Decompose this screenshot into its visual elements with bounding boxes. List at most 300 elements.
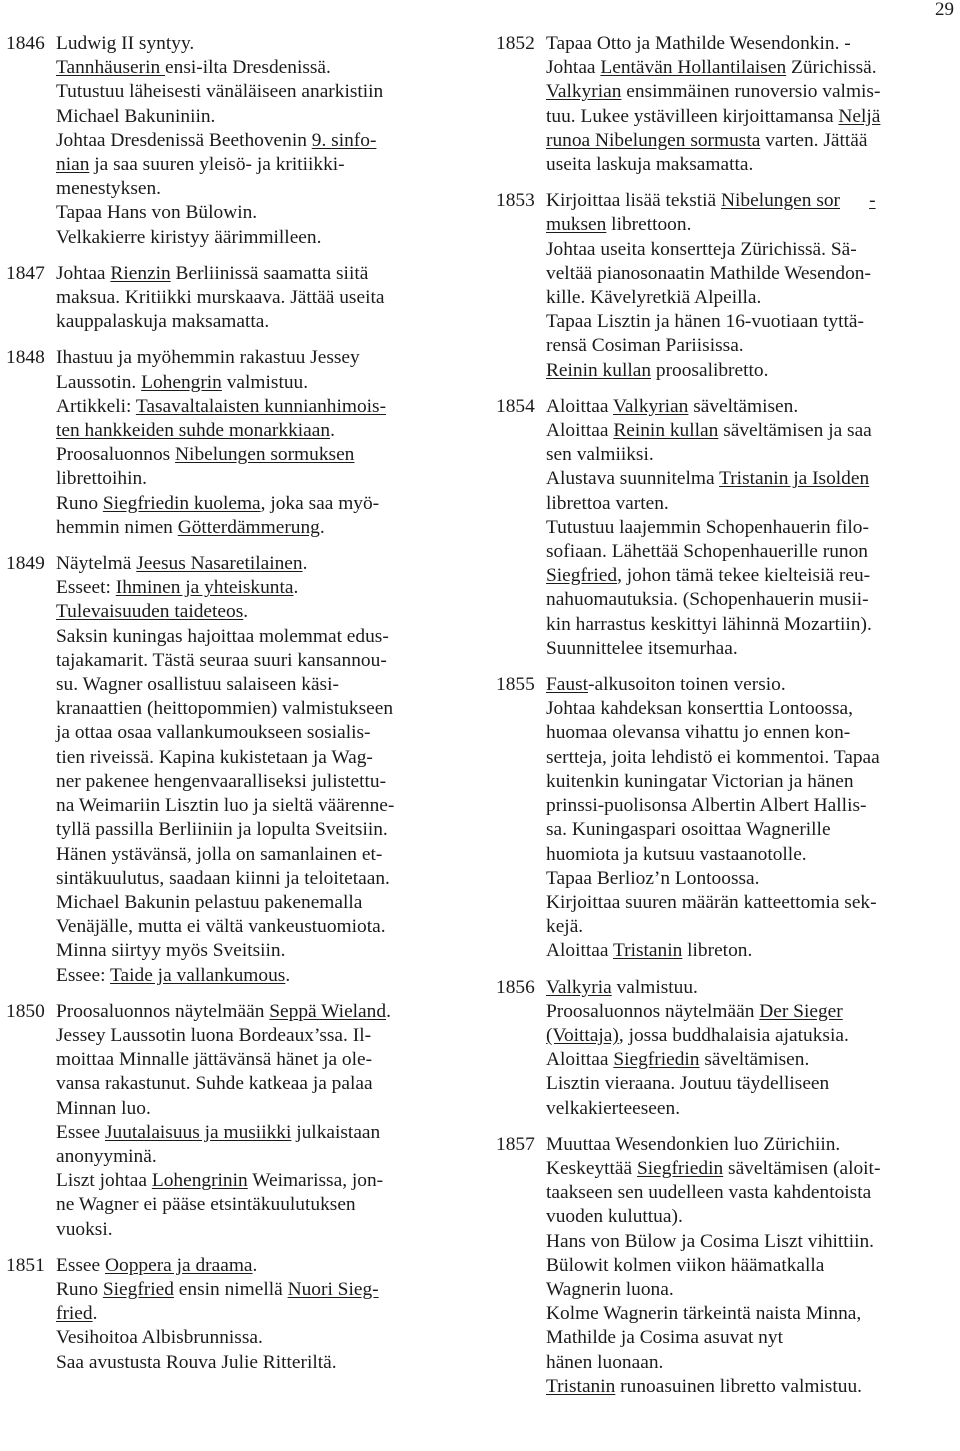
text-segment: sofiaan. Lähettää Schopenhauerille runon: [546, 541, 868, 563]
text-segment: Aloittaa: [546, 940, 613, 962]
text-line: [546, 153, 952, 177]
text-line: [546, 673, 952, 697]
text-segment: su. Wagner osallistuu salaiseen käsi-: [56, 674, 339, 696]
work-title: Taide ja vallankumous: [110, 964, 286, 986]
text-line: [56, 867, 452, 891]
text-line: [56, 1072, 452, 1096]
work-title: Nibelungen sor: [721, 190, 841, 212]
text-segment: ensi-ilta Dresdenissä.: [165, 57, 331, 79]
text-segment: Tutustuu laajemmin Schopenhauerin filo-: [546, 516, 869, 538]
text-line: [56, 56, 452, 80]
text-line: [546, 891, 952, 915]
text-line: [56, 794, 452, 818]
work-title: Tulevaisuuden taideteos: [56, 601, 244, 623]
timeline-entry: [6, 552, 452, 988]
text-line: [546, 746, 952, 770]
text-segment: tyllä passilla Berliiniin ja lopulta Sveitsiin.: [56, 819, 388, 841]
text-segment: kejä.: [546, 916, 584, 938]
text-segment: moittaa Minnalle jättävänsä hänet ja ole-: [56, 1049, 373, 1071]
text-segment: Aloittaa: [546, 420, 614, 442]
text-line: [546, 1351, 952, 1375]
text-line: [56, 286, 452, 310]
timeline-entry: [6, 32, 452, 250]
text-segment: na Weimariin Lisztin luo ja sieltä väärenne-: [56, 795, 395, 817]
text-segment: Alustava suunnitelma: [546, 468, 720, 490]
entry-year: 1850: [6, 1000, 45, 1022]
text-segment: Proosaluonnos: [56, 444, 176, 466]
text-line: [56, 818, 452, 842]
text-segment: Ihastuu ja myöhemmin rakastuu Jessey: [56, 347, 360, 369]
text-line: [56, 467, 452, 491]
text-segment: maksua. Kritiikki murskaava. Jättää useita: [56, 287, 385, 309]
column-left: [6, 32, 452, 1375]
work-title: Nuori Sieg-: [287, 1278, 379, 1300]
timeline-entry: [6, 262, 452, 335]
text-segment: hänen luonaan.: [546, 1351, 664, 1373]
text-segment: tien riveissä. Kapina kukistetaan ja Wag-: [56, 746, 373, 768]
text-segment: veltää pianosonaatin Mathilde Wesendon-: [546, 262, 871, 284]
text-segment: ja ottaa osaa vallankumoukseen sosialis-: [56, 722, 371, 744]
work-title: nian: [56, 154, 90, 176]
text-segment: kauppalaskuja maksamatta.: [56, 311, 270, 333]
work-title: Juutalaisuus ja musiikki: [105, 1121, 292, 1143]
text-line: [56, 1218, 452, 1242]
work-title: Siegfriedin: [637, 1157, 724, 1179]
entry-text: [546, 673, 952, 963]
text-line: [56, 419, 452, 443]
entry-year: 1851: [6, 1254, 45, 1276]
work-title: Tannhäuserin: [56, 57, 166, 79]
work-title: muksen: [546, 214, 607, 236]
text-line: [546, 915, 952, 939]
text-segment: velkakierteeseen.: [546, 1097, 681, 1119]
text-segment: säveltämisen.: [688, 395, 799, 417]
text-segment: -alkusoiton toinen versio.: [588, 674, 786, 696]
text-segment: ner pakenee hengenvaaralliseksi julistettu-: [56, 770, 387, 792]
text-segment: Minna siirtyy myös Sveitsiin.: [56, 940, 286, 962]
text-line: [546, 1375, 952, 1399]
text-line: [56, 32, 452, 56]
text-segment: sa. Kuningaspari osoittaa Wagnerille: [546, 819, 831, 841]
work-title: Lohengrinin: [151, 1170, 248, 1192]
text-segment: proosalibretto.: [651, 359, 769, 381]
work-title: Lohengrin: [141, 371, 222, 393]
text-segment: , johon tämä tekee kielteisiä reu-: [617, 565, 871, 587]
text-segment: .: [302, 553, 308, 575]
work-title: Tasavaltalaisten kunnianhimois-: [135, 395, 387, 417]
text-line: [546, 105, 952, 129]
text-segment: Muuttaa Wesendonkien luo Zürichiin.: [546, 1133, 841, 1155]
text-segment: Velkakierre kiristyy äärimmilleen.: [56, 226, 322, 248]
text-line: [546, 794, 952, 818]
text-segment: Runo: [56, 492, 103, 514]
timeline-entry: [6, 346, 452, 540]
text-line: [546, 129, 952, 153]
text-line: [546, 564, 952, 588]
entry-year: 1846: [6, 33, 45, 54]
text-line: [546, 540, 952, 564]
text-line: [56, 770, 452, 794]
text-line: [546, 588, 952, 612]
text-line: [546, 1181, 952, 1205]
text-segment: Tapaa Berlioz’n Lontoossa.: [546, 867, 760, 889]
text-line: [546, 1072, 952, 1096]
entry-year: 1853: [496, 190, 535, 212]
text-segment: libreton.: [682, 940, 753, 962]
column-right: [496, 32, 952, 1399]
text-segment: Zürichissä.: [786, 57, 877, 79]
text-line: [546, 1278, 952, 1302]
text-segment: Näytelmä: [56, 553, 137, 575]
text-segment: Saksin kuningas hajoittaa molemmat edus-: [56, 625, 389, 647]
entry-year: 1852: [496, 33, 535, 54]
work-title: Valkyria: [546, 976, 612, 998]
text-segment: librettoa varten.: [546, 492, 669, 514]
text-line: [56, 1000, 452, 1024]
timeline-entry: [496, 189, 952, 383]
text-line: [546, 80, 952, 104]
text-line: [546, 213, 952, 237]
text-segment: vansa rakastunut. Suhde katkeaa ja palaa: [56, 1073, 373, 1095]
work-title: fried: [56, 1303, 93, 1325]
text-segment: varten. Jättää: [760, 129, 868, 151]
text-segment: tuu. Lukee ystävilleen kirjoittamansa: [546, 105, 839, 127]
text-segment: säveltämisen (aloit-: [723, 1157, 881, 1179]
text-segment: valmistuu.: [611, 976, 698, 998]
text-segment: Proosaluonnos näytelmään: [56, 1000, 270, 1022]
text-line: [546, 867, 952, 891]
text-line: [546, 697, 952, 721]
text-line: [56, 177, 452, 201]
text-segment: librettoon.: [606, 214, 692, 236]
text-segment: sintäkuulutus, saadaan kiinni ja teloitetaan.: [56, 867, 390, 889]
text-line: [56, 939, 452, 963]
text-line: [546, 334, 952, 358]
text-segment: kin harrastus keskittyi lähinnä Mozartiin).: [546, 613, 872, 635]
text-segment: valmistuu.: [221, 371, 309, 393]
entry-text: [546, 1133, 952, 1399]
text-line: [546, 359, 952, 383]
text-segment: Tapaa Lisztin ja hänen 16-vuotiaan tyttä-: [546, 311, 864, 333]
entry-text: [546, 32, 952, 177]
text-line: [56, 1048, 452, 1072]
text-segment: Vesihoitoa Albisbrunnissa.: [56, 1327, 263, 1349]
work-title: Seppä Wieland: [269, 1000, 387, 1022]
entry-year: 1848: [6, 347, 45, 369]
text-segment: Johtaa: [56, 262, 111, 284]
text-line: [56, 1351, 452, 1375]
text-segment: vuoden kuluttua).: [546, 1206, 683, 1228]
text-segment: Liszt johtaa: [56, 1170, 152, 1192]
work-title: Tristanin: [546, 1375, 616, 1397]
timeline-entry: [496, 1133, 952, 1399]
text-segment: Tutustuu läheisesti vänäläiseen anarkistiin: [56, 81, 384, 103]
text-line: [546, 939, 952, 963]
work-title: Ooppera ja draama: [105, 1254, 253, 1276]
text-line: [546, 395, 952, 419]
timeline-entry: [496, 32, 952, 177]
text-line: [546, 56, 952, 80]
text-segment: Hans von Bülow ja Cosima Liszt vihittiin.: [546, 1230, 875, 1252]
text-segment: Keskeyttää: [546, 1157, 637, 1179]
text-segment: Essee: [56, 1121, 105, 1143]
text-segment: Essee: [56, 1254, 105, 1276]
text-line: [546, 976, 952, 1000]
work-title: Nibelungen sormuksen: [175, 444, 355, 466]
entry-text: [56, 1000, 452, 1242]
entry-text: [56, 262, 452, 335]
text-segment: rensä Cosiman Pariisissa.: [546, 335, 744, 357]
entry-text: [56, 552, 452, 988]
timeline-entry: [496, 673, 952, 963]
text-line: [546, 1000, 952, 1024]
text-line: [56, 576, 452, 600]
text-segment: Mathilde ja Cosima asuvat nyt: [546, 1327, 783, 1349]
text-line: [546, 818, 952, 842]
text-segment: Johtaa kahdeksan konserttia Lontoossa,: [546, 698, 853, 720]
text-line: [546, 770, 952, 794]
work-title: (Voittaja): [546, 1024, 619, 1046]
text-line: [546, 443, 952, 467]
text-segment: Berliinissä saamatta siitä: [170, 262, 369, 284]
text-segment: kuitenkin kuningatar Victorian ja hänen: [546, 770, 854, 792]
text-segment: Tapaa Otto ja Mathilde Wesendonkin. -: [546, 33, 851, 54]
text-segment: kille. Kävelyretkiä Alpeilla.: [546, 287, 762, 309]
text-segment: Suunnittelee itsemurhaa.: [546, 637, 738, 659]
text-segment: Jessey Laussotin luona Bordeaux’ssa. Il-: [56, 1024, 372, 1046]
work-title: Siegfried: [546, 565, 618, 587]
text-segment: .: [386, 1000, 391, 1022]
text-segment: .: [330, 420, 335, 442]
text-segment: Aloittaa: [546, 395, 613, 417]
text-line: [546, 1230, 952, 1254]
text-line: [56, 129, 452, 153]
text-line: [546, 467, 952, 491]
text-segment: kranaattien (heittopommien) valmistukseen: [56, 698, 394, 720]
work-title: runoa Nibelungen sormusta: [546, 129, 761, 151]
text-line: [546, 262, 952, 286]
text-line: [546, 419, 952, 443]
entry-year: 1855: [496, 674, 535, 696]
text-line: [546, 1205, 952, 1229]
text-segment: Johtaa Dresdenissä Beethovenin: [56, 129, 312, 151]
entry-text: [56, 32, 452, 250]
text-segment: .: [293, 577, 299, 599]
work-title: ten hankkeiden suhde monarkkiaan: [56, 420, 331, 442]
text-line: [56, 697, 452, 721]
text-line: [56, 516, 452, 540]
text-line: [56, 843, 452, 867]
text-line: [546, 286, 952, 310]
text-segment: Michael Bakunin pelastuu pakenemalla: [56, 891, 363, 913]
text-segment: Laussotin.: [56, 371, 142, 393]
text-segment: ja saa suuren yleisö- ja kritiikki-: [89, 154, 345, 176]
text-line: [546, 238, 952, 262]
work-title: Reinin kullan: [546, 359, 652, 381]
text-line: [56, 395, 452, 419]
text-line: [56, 1024, 452, 1048]
work-title: Siegfried: [102, 1278, 174, 1300]
entry-text: [546, 395, 952, 661]
text-line: [56, 310, 452, 334]
text-segment: nahuomautuksia. (Schopenhauerin musii-: [546, 589, 869, 611]
work-title: Valkyrian: [546, 81, 622, 103]
text-line: [56, 673, 452, 697]
text-line: [56, 105, 452, 129]
text-line: [56, 1254, 452, 1278]
text-line: [546, 721, 952, 745]
text-segment: sertteja, joita lehdistö ei kommentoi. Tapaa: [546, 746, 880, 768]
work-title: Lentävän Hollantilaisen: [600, 57, 787, 79]
text-line: [56, 1145, 452, 1169]
work-title: Siegfriedin: [613, 1049, 700, 1071]
work-title: Tristanin ja Isolden: [719, 468, 870, 490]
work-title: Valkyrian: [612, 395, 689, 417]
text-segment: Kirjoittaa lisää tekstiä: [546, 190, 721, 212]
text-segment: Hänen ystävänsä, jolla on samanlainen et-: [56, 843, 383, 865]
text-segment: .: [285, 964, 291, 986]
text-segment: huomaa olevansa vihattu jo ennen kon-: [546, 722, 851, 744]
text-line: [546, 1024, 952, 1048]
text-segment: Lisztin vieraana. Joutuu täydelliseen: [546, 1073, 830, 1095]
text-line: [546, 637, 952, 661]
text-segment: Venäjälle, mutta ei vältä vankeustuomiota.: [56, 916, 386, 938]
text-line: [56, 346, 452, 370]
entry-year: 1856: [496, 976, 535, 998]
text-line: [546, 1254, 952, 1278]
work-title: 9. sinfo-: [311, 129, 377, 151]
text-line: [546, 1133, 952, 1157]
timeline-entry: [496, 976, 952, 1121]
text-line: [56, 1302, 452, 1326]
timeline-entry: [496, 395, 952, 661]
text-line: [56, 625, 452, 649]
text-line: [56, 492, 452, 516]
text-line: [56, 1169, 452, 1193]
text-line: [56, 1097, 452, 1121]
text-segment: [840, 190, 869, 211]
entry-text: [56, 1254, 452, 1375]
text-segment: Proosaluonnos näytelmään: [546, 1000, 760, 1022]
text-segment: säveltämisen.: [699, 1049, 810, 1071]
text-segment: runoasuinen libretto valmistuu.: [615, 1375, 862, 1397]
text-segment: Weimarissa, jon-: [247, 1170, 384, 1192]
text-segment: , joka saa myö-: [260, 492, 380, 514]
text-line: [546, 32, 952, 56]
timeline-entry: [6, 1000, 452, 1242]
text-line: [546, 516, 952, 540]
text-segment: .: [243, 601, 249, 623]
text-line: [56, 443, 452, 467]
text-line: [56, 1121, 452, 1145]
text-segment: anonyyminä.: [56, 1145, 157, 1167]
text-line: [546, 1157, 952, 1181]
text-line: [56, 80, 452, 104]
text-line: [546, 1048, 952, 1072]
text-segment: Kolme Wagnerin tärkeintä naista Minna,: [546, 1303, 862, 1325]
text-segment: sen valmiiksi.: [546, 444, 654, 466]
work-title: Faust: [546, 674, 589, 696]
text-line: [56, 226, 452, 250]
text-segment: .: [92, 1303, 98, 1325]
text-segment: useita laskuja maksamatta.: [546, 154, 754, 176]
text-segment: Michael Bakuniniin.: [56, 105, 216, 127]
text-segment: , jossa buddhalaisia ajatuksia.: [618, 1024, 849, 1046]
work-title: Götterdämmerung: [177, 516, 320, 538]
work-title: Ihminen ja yhteiskunta: [115, 577, 294, 599]
work-title: -: [869, 190, 876, 212]
work-title: Reinin kullan: [613, 420, 719, 442]
entry-text: [546, 189, 952, 383]
text-line: [546, 492, 952, 516]
text-segment: Tapaa Hans von Bülowin.: [56, 202, 258, 224]
text-segment: menestyksen.: [56, 178, 162, 200]
text-segment: julkaistaan: [291, 1121, 381, 1143]
text-segment: Runo: [56, 1278, 103, 1300]
text-line: [546, 1326, 952, 1350]
text-line: [546, 189, 952, 213]
text-line: [546, 843, 952, 867]
work-title: Neljä: [838, 105, 881, 127]
text-line: [56, 600, 452, 624]
text-segment: Aloittaa: [546, 1049, 614, 1071]
text-segment: taakseen sen uudelleen vasta kahdentoista: [546, 1182, 872, 1204]
text-line: [56, 915, 452, 939]
text-segment: .: [252, 1254, 258, 1276]
text-segment: Artikkeli:: [56, 395, 136, 417]
work-title: Jeesus Nasaretilainen: [136, 553, 303, 575]
page-number: 29: [935, 0, 954, 20]
text-line: [546, 613, 952, 637]
text-segment: librettoihin.: [56, 468, 148, 490]
text-line: [56, 721, 452, 745]
text-segment: säveltämisen ja saa: [718, 420, 872, 442]
entry-year: 1847: [6, 262, 45, 284]
text-segment: vuoksi.: [56, 1218, 113, 1240]
text-segment: ensimmäinen runoversio valmis-: [621, 81, 881, 103]
text-segment: Wagnerin luona.: [546, 1278, 674, 1300]
text-segment: prinssi-puolisonsa Albertin Albert Hallis-: [546, 795, 867, 817]
text-line: [56, 262, 452, 286]
text-line: [56, 649, 452, 673]
text-line: [56, 964, 452, 988]
text-segment: Ludwig II syntyy.: [56, 33, 195, 54]
text-segment: ne Wagner ei pääse etsintäkuulutuksen: [56, 1194, 356, 1216]
entry-text: [56, 346, 452, 540]
text-segment: Saa avustusta Rouva Julie Ritteriltä.: [56, 1351, 337, 1373]
text-segment: Esseet:: [56, 577, 116, 599]
text-segment: Kirjoittaa suuren määrän katteettomia sek-: [546, 891, 877, 913]
work-title: Siegfriedin kuolema: [102, 492, 261, 514]
work-title: Tristanin: [612, 940, 683, 962]
text-line: [56, 1326, 452, 1350]
text-segment: Minnan luo.: [56, 1097, 151, 1119]
entry-text: [546, 976, 952, 1121]
text-segment: Johtaa: [546, 57, 601, 79]
text-segment: Johtaa useita konsertteja Zürichissä. Sä-: [546, 238, 857, 260]
text-line: [56, 891, 452, 915]
entry-year: 1857: [496, 1133, 535, 1155]
text-segment: Bülowit kolmen viikon häämatkalla: [546, 1254, 825, 1276]
text-segment: Essee:: [56, 964, 111, 986]
text-line: [56, 1193, 452, 1217]
work-title: Rienzin: [110, 262, 171, 284]
text-segment: ensin nimellä: [173, 1278, 288, 1300]
text-line: [56, 371, 452, 395]
text-segment: .: [319, 516, 325, 538]
entry-year: 1854: [496, 395, 535, 417]
text-segment: tajakamarit. Tästä seuraa suuri kansannou-: [56, 649, 387, 671]
